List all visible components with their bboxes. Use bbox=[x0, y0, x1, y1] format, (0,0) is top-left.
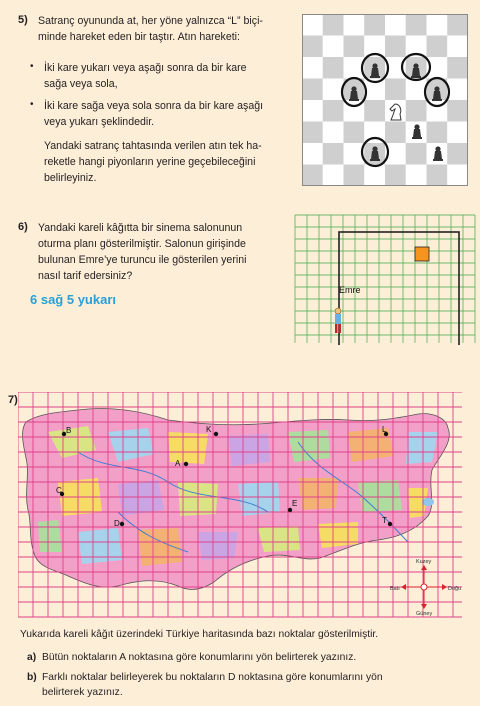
q5-bullet1-line2: sağa veya sola, bbox=[44, 78, 118, 90]
q5-bullet2-line1: İki kare sağa veya sola sonra da bir kare aşağı bbox=[44, 100, 264, 112]
board-square bbox=[364, 165, 385, 187]
q7-a-label: a) bbox=[27, 652, 37, 663]
board-square bbox=[385, 122, 406, 144]
bullet-dot: • bbox=[30, 99, 34, 110]
svg-text:C: C bbox=[56, 486, 62, 495]
board-square bbox=[364, 100, 385, 122]
q6-line2: oturma planı gösterilmiştir. Salonun girişinde bbox=[38, 238, 246, 250]
q5-question-line3: belirleyiniz. bbox=[44, 172, 97, 184]
board-square bbox=[385, 165, 406, 187]
board-square bbox=[302, 122, 323, 144]
board-square bbox=[406, 143, 427, 165]
board-square bbox=[323, 79, 344, 101]
board-square bbox=[323, 143, 344, 165]
person-icon bbox=[335, 308, 341, 333]
board-square bbox=[447, 14, 468, 36]
board-square bbox=[406, 79, 427, 101]
board-square bbox=[427, 165, 448, 187]
board-square bbox=[447, 165, 468, 187]
q5-intro-line2: minde hareket eden bir taştır. Atın hareketi: bbox=[38, 31, 240, 43]
q5-question-line1: Yandaki satranç tahtasında verilen atın tek ha- bbox=[44, 140, 262, 152]
q6-line4: nasıl tarif edersiniz? bbox=[38, 270, 133, 282]
q6-answer: 6 sağ 5 yukarı bbox=[30, 292, 116, 307]
board-square bbox=[406, 14, 427, 36]
svg-text:Batı: Batı bbox=[390, 586, 400, 592]
board-square bbox=[427, 122, 448, 144]
bullet-dot: • bbox=[30, 61, 34, 72]
board-square bbox=[447, 100, 468, 122]
svg-text:B: B bbox=[66, 426, 72, 435]
board-square bbox=[302, 100, 323, 122]
q7-number: 7) bbox=[8, 394, 18, 406]
board-square bbox=[323, 14, 344, 36]
svg-text:E: E bbox=[292, 499, 298, 508]
emre-label: Emre bbox=[339, 285, 361, 295]
chess-board bbox=[302, 14, 468, 186]
board-square bbox=[385, 36, 406, 58]
board-square bbox=[406, 100, 427, 122]
board-square bbox=[323, 57, 344, 79]
board-square bbox=[302, 14, 323, 36]
board-square bbox=[302, 143, 323, 165]
q5-bullet1-line1: İki kare yukarı veya aşağı sonra da bir kare bbox=[44, 62, 247, 74]
board-square bbox=[323, 100, 344, 122]
board-square bbox=[302, 79, 323, 101]
q5-number: 5) bbox=[18, 14, 28, 26]
q7-a-text: Bütün noktaların A noktasına göre konumlarını yön belirterek yazınız. bbox=[42, 652, 357, 663]
board-square bbox=[323, 165, 344, 187]
svg-text:L: L bbox=[382, 425, 387, 434]
board-square bbox=[302, 57, 323, 79]
board-square bbox=[344, 122, 365, 144]
board-square bbox=[344, 165, 365, 187]
q5-intro-line1: Satranç oyununda at, her yöne yalnızca “L” biçi- bbox=[38, 15, 263, 27]
svg-text:Güney: Güney bbox=[416, 611, 433, 617]
board-square bbox=[302, 165, 323, 187]
q7-caption: Yukarıda kareli kâğıt üzerindeki Türkiye haritasında bazı noktalar gösterilmiştir. bbox=[20, 629, 379, 640]
q7-b-text-line2: belirterek yazınız. bbox=[42, 687, 123, 698]
q6-line3: bulunan Emre’ye turuncu ile gösterilen yerini bbox=[38, 254, 247, 266]
q7-b-text-line1: Farklı noktalar belirleyerek bu noktaların D noktasına göre konumlarını yön bbox=[42, 672, 383, 683]
svg-text:K: K bbox=[206, 425, 212, 434]
board-square bbox=[427, 14, 448, 36]
board-square bbox=[385, 14, 406, 36]
board-square bbox=[447, 57, 468, 79]
board-square bbox=[364, 14, 385, 36]
board-square bbox=[447, 122, 468, 144]
q5-question-line2: reketle hangi piyonların yerine geçebileceğini bbox=[44, 156, 256, 168]
q5-bullet2-line2: veya yukarı şeklindedir. bbox=[44, 116, 155, 128]
cinema-grid bbox=[290, 213, 480, 345]
board-square bbox=[447, 36, 468, 58]
compass-icon bbox=[390, 559, 461, 617]
board-square bbox=[344, 36, 365, 58]
board-square bbox=[406, 165, 427, 187]
board-square bbox=[385, 79, 406, 101]
board-square bbox=[447, 143, 468, 165]
board-square bbox=[302, 36, 323, 58]
board-square bbox=[447, 79, 468, 101]
svg-text:D: D bbox=[114, 519, 120, 528]
board-square bbox=[323, 36, 344, 58]
board-square bbox=[323, 122, 344, 144]
q6-line1: Yandaki kareli kâğıtta bir sinema salonunun bbox=[38, 222, 243, 234]
q6-number: 6) bbox=[18, 221, 28, 233]
board-square bbox=[427, 36, 448, 58]
turkey-map bbox=[18, 392, 468, 622]
svg-text:Kuzey: Kuzey bbox=[416, 559, 432, 565]
q7-b-label: b) bbox=[27, 672, 37, 683]
board-square bbox=[344, 14, 365, 36]
svg-text:Doğu: Doğu bbox=[448, 586, 462, 592]
svg-text:A: A bbox=[175, 459, 181, 468]
svg-text:T: T bbox=[382, 516, 387, 525]
orange-seat bbox=[415, 247, 429, 261]
